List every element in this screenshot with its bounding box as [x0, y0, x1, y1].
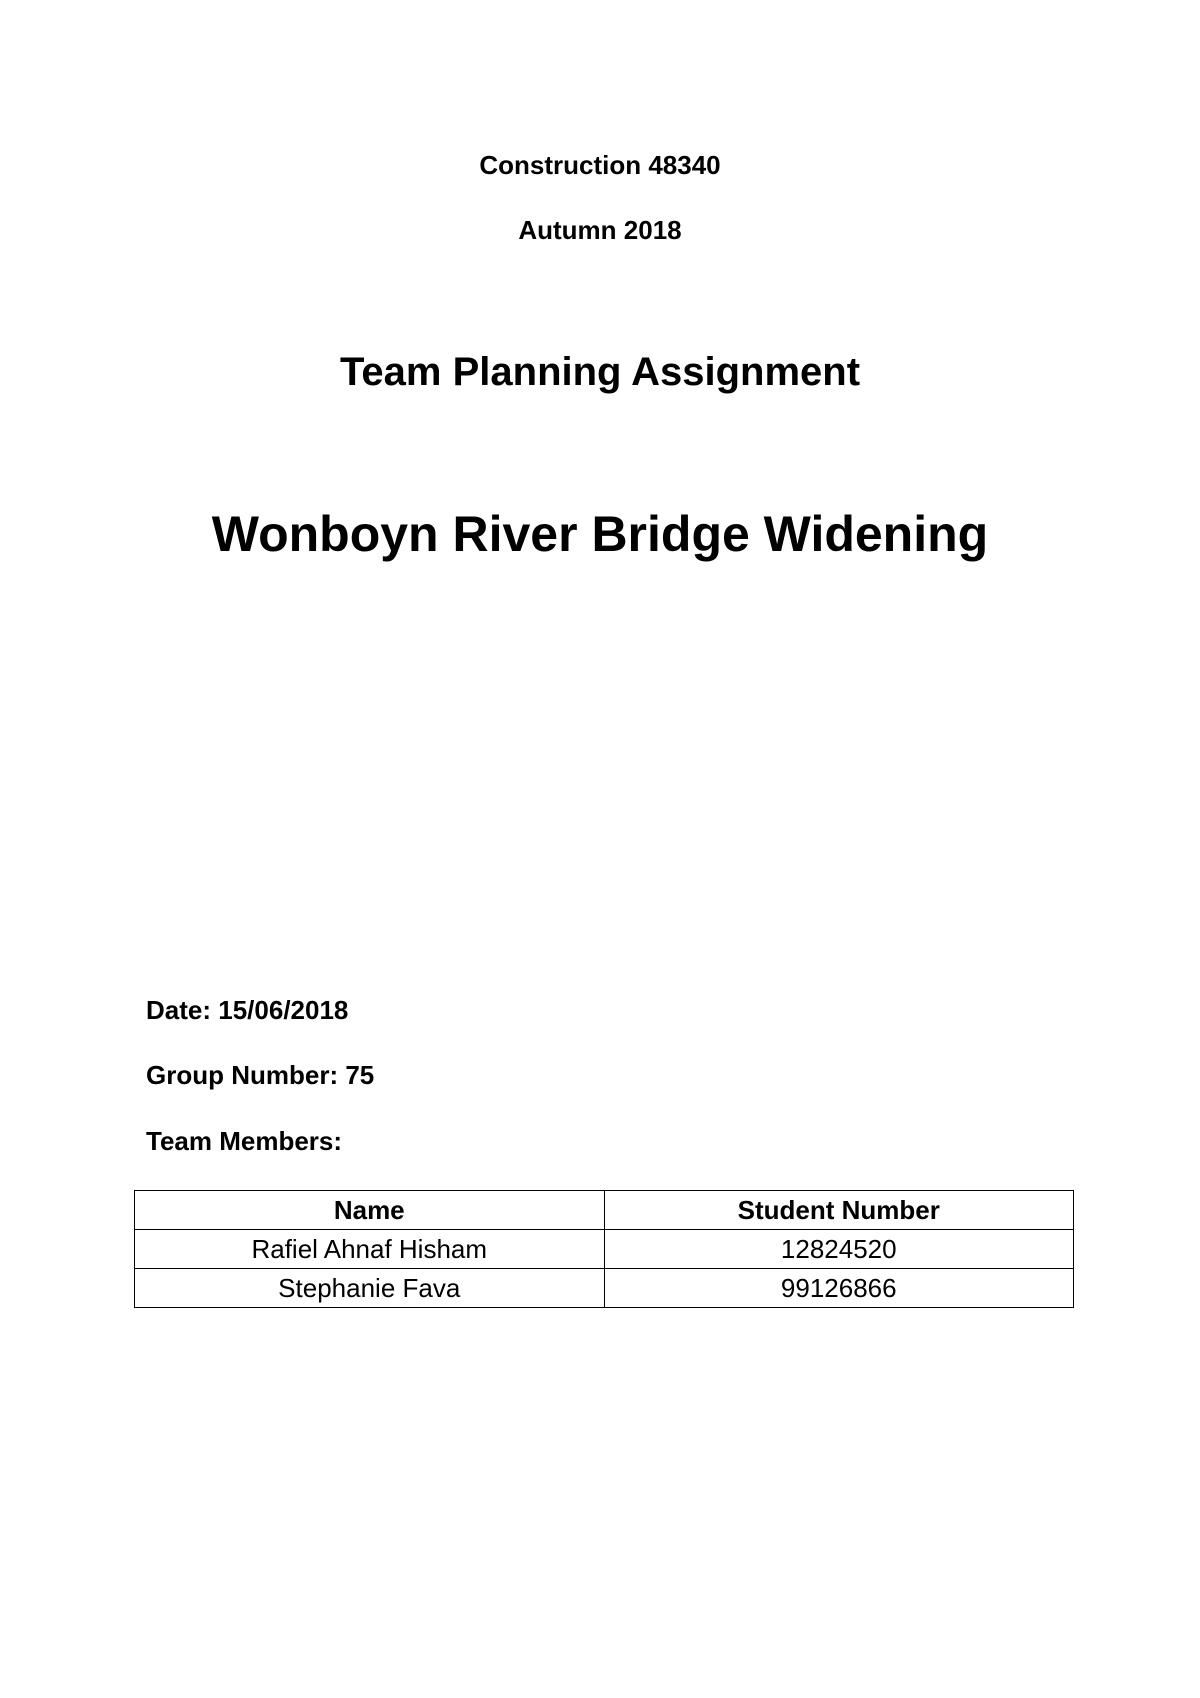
date-value: 15/06/2018 [218, 995, 349, 1025]
member-name: Stephanie Fava [135, 1269, 605, 1308]
team-members-label: Team Members: [146, 1126, 343, 1156]
table-header-row [135, 1191, 1074, 1230]
project-title: Wonboyn River Bridge Widening [211, 506, 989, 562]
member-student-number: 99126866 [604, 1269, 1074, 1308]
table-row [135, 1269, 1074, 1308]
group-number-label: Group Number: [146, 1060, 339, 1090]
group-number-value: 75 [345, 1060, 375, 1090]
column-header-name: Name [135, 1191, 605, 1230]
member-name: Rafiel Ahnaf Hisham [135, 1230, 605, 1269]
table-row [135, 1230, 1074, 1269]
date-label: Date: [146, 995, 212, 1025]
course-code: Construction 48340 [479, 150, 721, 180]
column-header-student-number: Student Number [604, 1191, 1074, 1230]
date-line [146, 995, 348, 1026]
member-student-number: 12824520 [604, 1230, 1074, 1269]
assignment-title: Team Planning Assignment [339, 350, 861, 394]
term: Autumn 2018 [518, 215, 682, 245]
group-number-line [146, 1060, 374, 1091]
team-members-table [134, 1190, 1074, 1308]
